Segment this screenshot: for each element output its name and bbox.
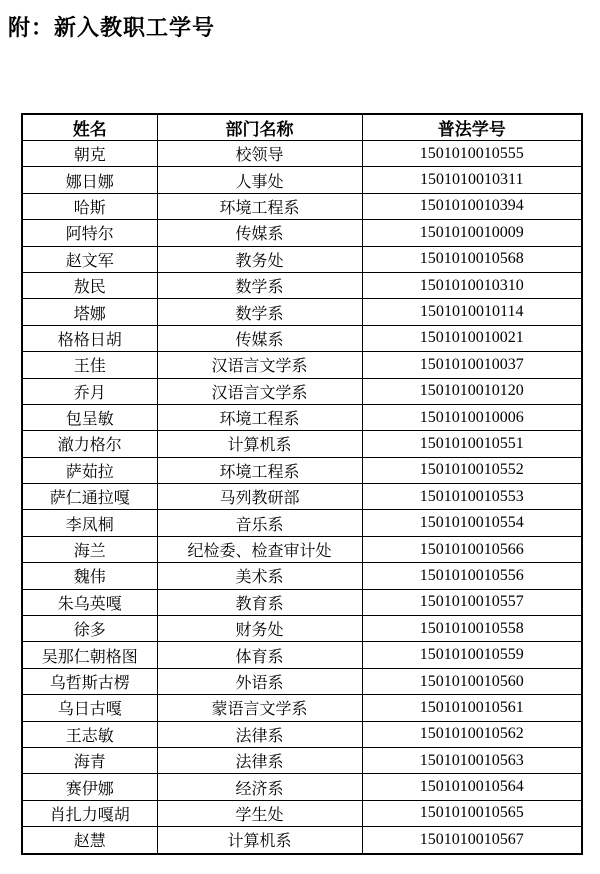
department-cell: 法律系 [157,747,362,773]
name-cell: 朝克 [22,141,157,167]
table-row [22,563,582,589]
student-id-cell: 1501010010120 [362,378,582,404]
name-cell: 徐多 [22,616,157,642]
name-cell: 乔月 [22,378,157,404]
table-row [22,589,582,615]
student-id-cell: 1501010010551 [362,431,582,457]
student-id-cell: 1501010010568 [362,246,582,272]
department-cell: 马列教研部 [157,484,362,510]
department-cell: 音乐系 [157,510,362,536]
department-cell: 汉语言文学系 [157,352,362,378]
student-id-cell: 1501010010114 [362,299,582,325]
table-row [22,616,582,642]
name-cell: 敖民 [22,272,157,298]
name-cell: 哈斯 [22,193,157,219]
name-cell: 魏伟 [22,563,157,589]
department-cell: 计算机系 [157,827,362,854]
header-row [22,114,582,141]
table-row [22,827,582,854]
name-cell: 乌哲斯古楞 [22,668,157,694]
student-id-cell: 1501010010567 [362,827,582,854]
table-row [22,747,582,773]
table-row [22,721,582,747]
student-id-cell: 1501010010311 [362,167,582,193]
table-row [22,220,582,246]
department-cell: 环境工程系 [157,457,362,483]
department-cell: 法律系 [157,721,362,747]
department-cell: 环境工程系 [157,193,362,219]
name-cell: 澈力格尔 [22,431,157,457]
table-row [22,510,582,536]
table-row [22,668,582,694]
name-cell: 肖扎力嘎胡 [22,800,157,826]
name-cell: 赵慧 [22,827,157,854]
name-cell: 赛伊娜 [22,774,157,800]
name-cell: 王志敏 [22,721,157,747]
department-cell: 传媒系 [157,325,362,351]
department-cell: 数学系 [157,299,362,325]
table-row [22,378,582,404]
staff-id-table [21,113,583,855]
department-cell: 学生处 [157,800,362,826]
header-name: 姓名 [22,114,157,141]
name-cell: 格格日胡 [22,325,157,351]
student-id-cell: 1501010010037 [362,352,582,378]
student-id-cell: 1501010010565 [362,800,582,826]
name-cell: 塔娜 [22,299,157,325]
student-id-cell: 1501010010557 [362,589,582,615]
student-id-cell: 1501010010021 [362,325,582,351]
table-row [22,167,582,193]
name-cell: 李凤桐 [22,510,157,536]
department-cell: 纪检委、检查审计处 [157,536,362,562]
department-cell: 人事处 [157,167,362,193]
department-cell: 教育系 [157,589,362,615]
table-row [22,141,582,167]
student-id-cell: 1501010010566 [362,536,582,562]
department-cell: 计算机系 [157,431,362,457]
student-id-cell: 1501010010558 [362,616,582,642]
table-row [22,536,582,562]
table-row [22,800,582,826]
department-cell: 体育系 [157,642,362,668]
student-id-cell: 1501010010006 [362,404,582,430]
student-id-cell: 1501010010559 [362,642,582,668]
department-cell: 经济系 [157,774,362,800]
table-row [22,325,582,351]
name-cell: 海青 [22,747,157,773]
table-row [22,272,582,298]
name-cell: 吴那仁朝格图 [22,642,157,668]
department-cell: 环境工程系 [157,404,362,430]
student-id-cell: 1501010010560 [362,668,582,694]
table-row [22,695,582,721]
name-cell: 娜日娜 [22,167,157,193]
name-cell: 萨茹拉 [22,457,157,483]
student-id-cell: 1501010010394 [362,193,582,219]
department-cell: 汉语言文学系 [157,378,362,404]
student-id-cell: 1501010010552 [362,457,582,483]
name-cell: 海兰 [22,536,157,562]
name-cell: 包呈敏 [22,404,157,430]
header-department: 部门名称 [157,114,362,141]
table-row [22,431,582,457]
student-id-cell: 1501010010563 [362,747,582,773]
student-id-cell: 1501010010556 [362,563,582,589]
student-id-cell: 1501010010310 [362,272,582,298]
table-row [22,774,582,800]
student-id-cell: 1501010010553 [362,484,582,510]
table-row [22,352,582,378]
table-header [22,114,582,141]
department-cell: 传媒系 [157,220,362,246]
department-cell: 蒙语言文学系 [157,695,362,721]
table-row [22,299,582,325]
table-row [22,246,582,272]
department-cell: 数学系 [157,272,362,298]
table-row [22,193,582,219]
name-cell: 乌日古嘎 [22,695,157,721]
table-body [22,141,582,854]
student-id-cell: 1501010010562 [362,721,582,747]
header-student-id: 普法学号 [362,114,582,141]
name-cell: 赵文军 [22,246,157,272]
name-cell: 朱乌英嘎 [22,589,157,615]
department-cell: 外语系 [157,668,362,694]
student-id-cell: 1501010010561 [362,695,582,721]
student-id-cell: 1501010010555 [362,141,582,167]
table-row [22,457,582,483]
name-cell: 阿特尔 [22,220,157,246]
department-cell: 教务处 [157,246,362,272]
student-id-cell: 1501010010554 [362,510,582,536]
department-cell: 校领导 [157,141,362,167]
department-cell: 美术系 [157,563,362,589]
name-cell: 萨仁通拉嘎 [22,484,157,510]
student-id-cell: 1501010010564 [362,774,582,800]
table-row [22,484,582,510]
name-cell: 王佳 [22,352,157,378]
page-title: 附：新入教职工学号 [8,15,216,40]
department-cell: 财务处 [157,616,362,642]
table-row [22,642,582,668]
table-row [22,404,582,430]
student-id-cell: 1501010010009 [362,220,582,246]
